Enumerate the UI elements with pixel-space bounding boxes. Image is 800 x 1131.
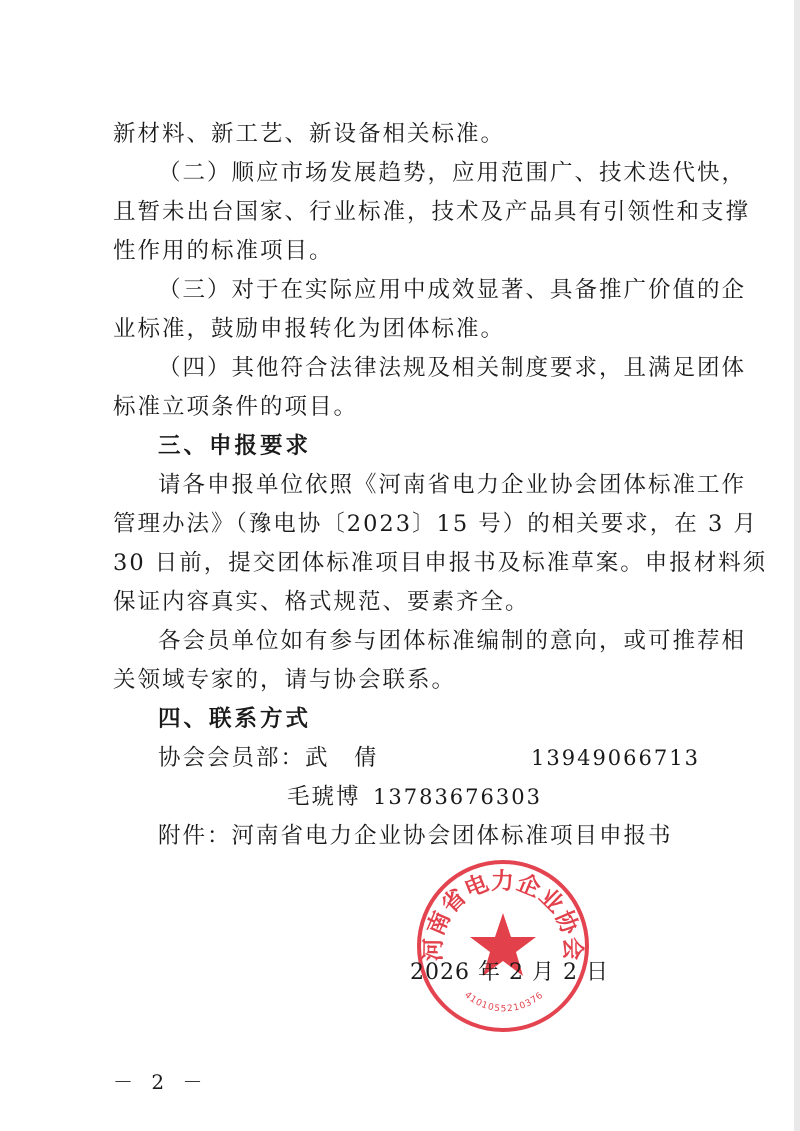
body-line-1: 新材料、新工艺、新设备相关标准。 [113,121,506,147]
body-line-15: 关领域专家的，请与协会联系。 [113,667,457,693]
body-line-10: 请各申报单位依照《河南省电力企业协会团体标准工作 [158,472,747,498]
body-line-5: （三）对于在实际应用中成效显著、具备推广价值的企 [158,277,747,303]
contact-label: 协会会员部：武 倩 [158,745,379,771]
contact-row-1 [158,743,738,773]
issue-date: 2026 年 2 月 2 日 [410,960,609,985]
section-heading-4: 四、联系方式 [158,706,312,732]
section-heading-3: 三、申报要求 [158,433,312,459]
attachment-line: 附件：河南省电力企业协会团体标准项目申报书 [158,823,673,849]
body-line-8: 标准立项条件的项目。 [113,394,359,420]
contact-row-2 [287,782,667,812]
body-line-13: 保证内容真实、格式规范、要素齐全。 [113,589,530,615]
body-line-7: （四）其他符合法律法规及相关制度要求，且满足团体 [158,355,747,381]
page-number: － 2 － [113,1070,209,1094]
contact-name-2: 毛琥博 [287,784,361,810]
body-line-6: 业标准，鼓励申报转化为团体标准。 [113,316,506,342]
body-line-11: 管理办法》（豫电协〔2023〕15 号）的相关要求，在 3 月 [113,511,758,537]
body-line-3: 且暂未出台国家、行业标准，技术及产品具有引领性和支撑 [113,199,751,225]
body-line-4: 性作用的标准项目。 [113,238,334,264]
contact-phone-2: 13783676303 [373,785,542,809]
stamp-code: 4101055210376 [462,990,546,1015]
body-line-14: 各会员单位如有参与团体标准编制的意向，或可推荐相 [158,628,747,654]
body-line-12: 30 日前，提交团体标准项目申报书及标准草案。申报材料须 [113,550,768,576]
scan-edge-divider [794,0,800,1131]
contact-phone-1: 13949066713 [531,746,700,770]
stamp-text: 河南省电力企业协会 [420,868,586,962]
body-line-2: （二）顺应市场发展趋势，应用范围广、技术迭代快， [158,160,747,186]
svg-text:4101055210376 [462,990,546,1014]
official-seal-stamp [415,858,591,1034]
